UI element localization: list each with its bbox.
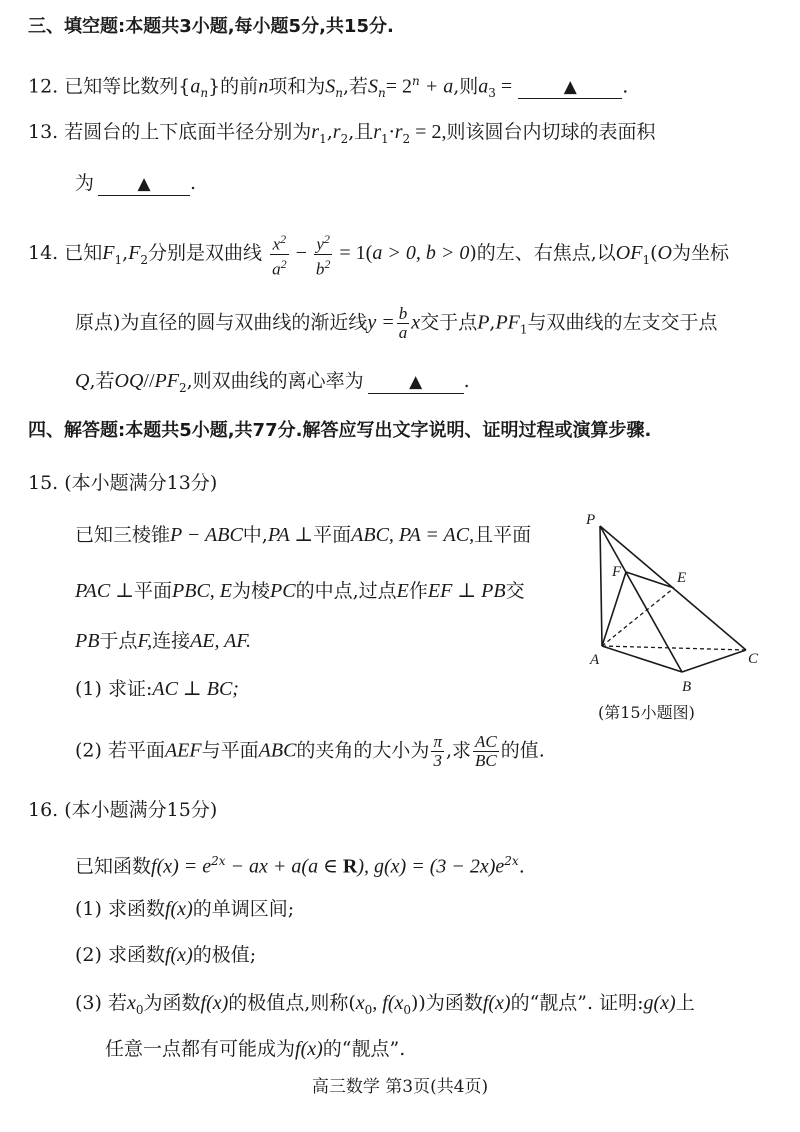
q14-line2-b: 交于点 xyxy=(420,311,478,334)
q16-p3-i: f(x) xyxy=(482,992,511,1014)
question-14-line1 xyxy=(28,230,800,278)
q14-par: // xyxy=(143,370,155,392)
q16-p2-a: (2) 求函数 xyxy=(75,944,165,966)
q14-yeq: y = xyxy=(367,311,395,334)
q14-OF1-sub: 1 xyxy=(642,252,651,267)
q15-l3-c: F, xyxy=(137,630,153,652)
q15-l3-a: PB xyxy=(75,630,100,652)
q15-l2-j: 交 xyxy=(505,580,525,602)
q14-t3: )的左、右焦点,以 xyxy=(469,242,616,265)
q16-p3-f-sub: 0 xyxy=(364,1002,373,1017)
q13-dot: · xyxy=(388,121,395,143)
q14-b: b xyxy=(315,259,325,279)
q14-fb: b xyxy=(398,304,408,323)
q14-frac-y xyxy=(314,230,333,278)
q12-a3: a xyxy=(478,75,489,98)
section3-heading: 三、填空题:本题共3小题,每小题5分,共15分. xyxy=(28,16,394,37)
q15-l2-b: 平面 xyxy=(134,580,173,602)
q15-l1-e: 平面 xyxy=(313,524,352,546)
q12-answer-mark: ▲ xyxy=(563,77,577,98)
q14-F2: F xyxy=(128,242,141,265)
q16-l1-g: . xyxy=(518,855,525,878)
q15-score: (本小题满分13分) xyxy=(64,472,218,494)
q15-figure xyxy=(578,508,768,698)
q15-frac-pi xyxy=(431,733,444,770)
q16-p1-b: f(x) xyxy=(164,898,193,920)
q14-minus: − xyxy=(290,242,312,265)
q16-l1-f: 2x xyxy=(504,854,519,868)
label-C: C xyxy=(748,651,759,667)
q14-F1: F xyxy=(102,242,115,265)
q14-answer-mark: ▲ xyxy=(409,372,423,392)
q15-number: 15. xyxy=(28,472,59,494)
q15-l2-a: PAC ⊥ xyxy=(75,580,135,602)
q16-p3-line2-c: 的“靓点”. xyxy=(322,1038,406,1060)
q13-r1: r xyxy=(311,121,320,143)
q15-p1-a: (1) 求证: xyxy=(75,678,153,700)
q15-l2-d: 为棱 xyxy=(232,580,271,602)
q14-frac-x xyxy=(270,230,289,278)
q14-comma: , xyxy=(122,242,129,265)
question-15-part2 xyxy=(75,733,800,770)
q15-p2-f: ,求 xyxy=(445,739,472,762)
q14-O: O xyxy=(657,242,672,265)
q16-l1-d: − ax + a(a ∈ xyxy=(225,855,343,878)
q16-p3-d: f(x) xyxy=(200,992,229,1014)
q13-line2: 为 xyxy=(75,172,95,194)
q16-p2-c: 的极值; xyxy=(192,944,257,966)
q15-l2-g: E xyxy=(396,580,409,602)
q15-frac-acbc xyxy=(473,733,499,770)
q12-text-e: ,则 xyxy=(453,75,479,98)
q15-l2-c: PBC, E xyxy=(172,580,233,602)
q16-p3-b-sub: 0 xyxy=(135,1002,144,1017)
q16-p3-line2-b: f(x) xyxy=(295,1038,323,1060)
q13-r2-sub: 2 xyxy=(340,131,349,146)
q14-end: . xyxy=(463,370,470,392)
q12-formula-b: + a xyxy=(419,75,454,98)
q12-end: . xyxy=(622,75,629,98)
q14-y-sup: 2 xyxy=(323,232,330,246)
q14-xvar: x xyxy=(411,311,421,334)
q15-l2-i: EF ⊥ PB xyxy=(427,580,506,602)
q16-p3-f: x xyxy=(355,992,365,1014)
q14-P: P xyxy=(477,311,490,334)
q13-text-c: 则该圆台内切球的表面积 xyxy=(446,121,656,143)
q13-r2b-sub: 2 xyxy=(402,131,411,146)
q15-l3-d: 连接 xyxy=(152,630,191,652)
q14-t5: 为坐标 xyxy=(671,242,729,265)
question-15-header xyxy=(28,470,800,496)
q12-eq: = xyxy=(495,75,513,98)
q16-l1-b: f(x) = e xyxy=(151,855,212,878)
question-16-part3-line2 xyxy=(105,1036,800,1062)
q12-S2: S xyxy=(367,75,378,98)
q14-F2-sub: 2 xyxy=(140,252,149,267)
q15-l1-a: 已知三棱锥 xyxy=(75,524,171,546)
q13-r2b: r xyxy=(394,121,403,143)
q16-p3-e: 的极值点,则称( xyxy=(228,992,356,1014)
q14-t1: 已知 xyxy=(64,242,103,265)
q15-l1-d: PA ⊥ xyxy=(267,524,314,546)
q15-l2-h: 作 xyxy=(408,580,428,602)
q14-fa: a xyxy=(398,323,408,342)
q12-text-c: 项和为 xyxy=(268,75,326,98)
q14-line2-d: 与双曲线的左支交于点 xyxy=(527,311,718,334)
q12-answer-blank[interactable] xyxy=(518,75,622,99)
q15-p2-d: ABC xyxy=(258,739,297,762)
edge-AF xyxy=(602,572,626,646)
q14-Q: Q xyxy=(75,370,90,392)
label-P: P xyxy=(586,512,596,528)
q15-l1-c: 中, xyxy=(242,524,268,546)
q12-exp: n xyxy=(412,74,420,88)
q15-l2-f: 的中点,过点 xyxy=(295,580,397,602)
q13-r1-sub: 1 xyxy=(319,131,327,146)
q14-line3-a: ,若 xyxy=(89,370,115,392)
q14-t4: ( xyxy=(650,242,658,265)
q16-p3-line2-a: 任意一点都有可能成为 xyxy=(105,1038,296,1060)
q14-a: a xyxy=(272,259,281,279)
q16-l1-c: 2x xyxy=(211,854,226,868)
q16-p3-j: 的“靓点”. 证明: xyxy=(510,992,644,1014)
q12-a3-sub: 3 xyxy=(488,86,496,101)
q15-p2-g: 的值. xyxy=(500,739,545,762)
q12-text-d: ,若 xyxy=(342,75,368,98)
edge-BC xyxy=(682,650,746,672)
q16-p3-l: 上 xyxy=(675,992,695,1014)
q12-number: 12. xyxy=(28,75,59,98)
section4-heading: 四、解答题:本题共5小题,共77分.解答应写出文字说明、证明过程或演算步骤. xyxy=(28,420,652,441)
q12-formula: = 2 xyxy=(385,75,412,98)
question-13-line2 xyxy=(75,170,800,196)
q14-OQ: OQ xyxy=(114,370,144,392)
q14-number: 14. xyxy=(28,242,59,265)
q15-l3-b: 于点 xyxy=(99,630,138,652)
q15-p1-b: AC ⊥ BC; xyxy=(152,678,239,700)
question-14-line3 xyxy=(75,368,800,401)
q15-p2-c: 与平面 xyxy=(201,739,259,762)
question-12 xyxy=(28,68,800,106)
q16-score: (本小题满分15分) xyxy=(64,799,218,821)
question-16-header xyxy=(28,797,800,823)
q13-answer-blank[interactable] xyxy=(98,172,190,196)
question-16-part3-line1 xyxy=(75,990,800,1023)
q12-a-sub: n xyxy=(200,86,209,101)
question-13-line1 xyxy=(28,119,800,152)
edge-PA xyxy=(600,526,602,646)
q15-l1-b: P − ABC xyxy=(170,524,243,546)
question-16-part1 xyxy=(75,896,800,922)
q13-comma: , xyxy=(326,121,333,143)
q14-cond: a > 0, b > 0 xyxy=(372,242,470,265)
q15-p2-b: AEF xyxy=(164,739,202,762)
q16-p1-a: (1) 求函数 xyxy=(75,898,165,920)
q15-AC: AC xyxy=(475,732,497,751)
q15-pi: π xyxy=(433,732,442,751)
q15-l3-e: AE, AF. xyxy=(190,630,252,652)
q13-r2: r xyxy=(332,121,341,143)
q14-frac-ba xyxy=(397,305,410,342)
q13-answer-mark: ▲ xyxy=(137,174,151,194)
q13-end: . xyxy=(190,172,197,194)
q12-text: 已知等比数列{ xyxy=(64,75,191,98)
q15-l2-e: PC xyxy=(270,580,296,602)
q14-line2-c: , xyxy=(489,311,496,334)
q12-S: S xyxy=(325,75,336,98)
q16-p3-g: , f(x xyxy=(372,992,404,1014)
label-B: B xyxy=(682,679,692,695)
q12-text-b: }的前 xyxy=(208,75,259,98)
q14-PF2: PF xyxy=(154,370,179,392)
edge-AC-hidden xyxy=(602,646,746,650)
q16-p3-h: ))为函数 xyxy=(411,992,483,1014)
q14-line2-a: 原点)为直径的圆与双曲线的渐近线 xyxy=(75,311,368,334)
q15-p2-a: (2) 若平面 xyxy=(75,739,165,762)
q15-p2-e: 的夹角的大小为 xyxy=(296,739,430,762)
q16-number: 16. xyxy=(28,799,59,821)
label-E: E xyxy=(677,570,687,586)
q14-x: x xyxy=(272,234,281,254)
q13-text-b: ,且 xyxy=(348,121,374,143)
q14-answer-blank[interactable] xyxy=(368,370,464,394)
q13-number: 13. xyxy=(28,121,59,143)
q14-eq1: = 1( xyxy=(334,242,373,265)
q15-three: 3 xyxy=(433,751,442,770)
q16-l1-a: 已知函数 xyxy=(75,855,152,878)
q16-p3-c: 为函数 xyxy=(143,992,201,1014)
q16-p3-g-sub: 0 xyxy=(403,1002,411,1017)
q13-r1b: r xyxy=(373,121,382,143)
q16-p3-k: g(x) xyxy=(643,992,676,1014)
question-16-part2 xyxy=(75,942,800,968)
q16-p3-b: x xyxy=(126,992,136,1014)
q12-S2-sub: n xyxy=(377,86,386,101)
q13-text: 若圆台的上下底面半径分别为 xyxy=(64,121,312,143)
q14-t2: 分别是双曲线 xyxy=(148,242,263,265)
q12-S-sub: n xyxy=(335,86,343,101)
q16-p2-b: f(x) xyxy=(164,944,193,966)
q12-a: a xyxy=(190,75,201,98)
question-14-line2 xyxy=(75,305,800,342)
q13-eq: = 2, xyxy=(410,121,447,143)
question-16-line1 xyxy=(75,848,800,879)
q14-a-sup: 2 xyxy=(280,256,287,271)
q14-x-sup: 2 xyxy=(280,232,287,246)
q14-y: y xyxy=(316,234,324,254)
q16-R: R xyxy=(342,855,358,878)
q14-PF1: PF xyxy=(495,311,520,334)
page-footer: 高三数学 第3页(共4页) xyxy=(311,1077,489,1097)
q15-l1-f: ABC, PA = AC, xyxy=(351,524,475,546)
q15-BC: BC xyxy=(475,751,497,770)
q16-p1-c: 的单调区间; xyxy=(192,898,295,920)
q14-b-sup: 2 xyxy=(324,256,331,271)
q14-F1-sub: 1 xyxy=(114,252,123,267)
q16-l1-e: ), g(x) = (3 − 2x)e xyxy=(357,855,505,878)
q14-line3-b: ,则双曲线的离心率为 xyxy=(186,370,364,392)
q13-r1b-sub: 1 xyxy=(381,131,389,146)
q14-PF1-sub: 1 xyxy=(519,322,528,337)
q15-figure-caption: (第15小题图) xyxy=(598,703,695,722)
q16-p3-a: (3) 若 xyxy=(75,992,127,1014)
q14-PF2-sub: 2 xyxy=(178,380,187,395)
q15-l1-g: 且平面 xyxy=(474,524,532,546)
q14-OF1: OF xyxy=(615,242,643,265)
q12-n: n xyxy=(258,75,269,98)
label-A: A xyxy=(590,652,600,668)
label-F: F xyxy=(612,564,622,580)
